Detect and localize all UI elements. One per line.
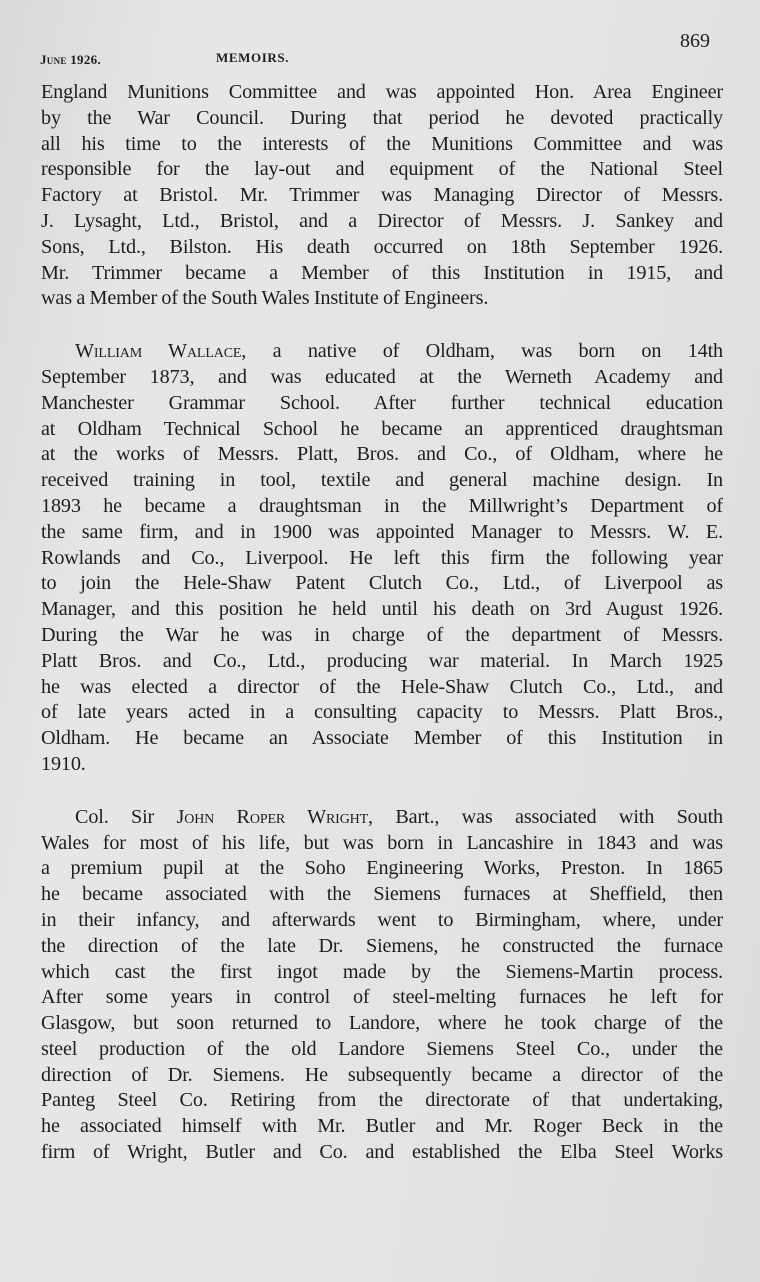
text-line: After some years in control of steel-melting furnaces he left for: [41, 986, 723, 1009]
text-line: Manchester Grammar School. After further technical education: [41, 391, 723, 414]
memoir-william-wallace: [41, 339, 723, 778]
text-line: September 1873, and was educated at the Werneth Academy and: [41, 365, 723, 388]
text-line: J. Lysaght, Ltd., Bristol, and a Director of Messrs. J. Sankey and: [41, 209, 723, 232]
text-line: Glasgow, but soon returned to Landore, where he took charge of the: [41, 1012, 723, 1035]
text-fragment: , Bart., was associated with South: [368, 805, 723, 828]
text-line: Panteg Steel Co. Retiring from the directorate of that undertaking,: [41, 1089, 723, 1112]
text-line: Wales for most of his life, but was born in Lancashire in 1843 and was: [41, 831, 723, 854]
text-line: During the War he was in charge of the department of Messrs.: [41, 623, 723, 646]
text-line: he became associated with the Siemens furnaces at Sheffield, then: [41, 883, 723, 906]
text-line: the same firm, and in 1900 was appointed Manager to Messrs. W. E.: [41, 520, 723, 543]
paragraph-gap: [41, 778, 723, 805]
text-line: [41, 805, 723, 831]
memoir-trimmer-continuation: [41, 80, 723, 312]
body-text: [41, 80, 723, 1166]
text-line: Sons, Ltd., Bilston. His death occurred on 18th September 1926.: [41, 235, 723, 258]
text-line: [41, 339, 723, 365]
text-line: to join the Hele-Shaw Patent Clutch Co., Ltd., of Liverpool as: [41, 572, 723, 595]
text-line: firm of Wright, Butler and Co. and established the Elba Steel Works: [41, 1141, 723, 1164]
text-line: the direction of the late Dr. Siemens, he constructed the furnace: [41, 934, 723, 957]
text-line: Platt Bros. and Co., Ltd., producing war material. In March 1925: [41, 649, 723, 672]
text-fragment: Col. Sir: [75, 805, 177, 828]
text-line: at the works of Messrs. Platt, Bros. and Co., of Oldham, where he: [41, 443, 723, 466]
memoir-name: William Wallace: [75, 340, 242, 363]
text-line: he was elected a director of the Hele-Shaw Clutch Co., Ltd., and: [41, 675, 723, 698]
text-line: received training in tool, textile and general machine design. In: [41, 469, 723, 492]
text-line: Oldham. He became an Associate Member of this Institution in: [41, 727, 723, 750]
page-number: 869: [680, 30, 710, 52]
header-title: MEMOIRS.: [216, 50, 290, 65]
memoir-name: John Roper Wright: [176, 805, 369, 828]
paragraph-gap: [41, 312, 723, 339]
text-fragment: , a native of Oldham, was born on 14th: [241, 340, 723, 363]
text-line: 1893 he became a draughtsman in the Millwright’s Department of: [41, 494, 723, 517]
text-line: Rowlands and Co., Liverpool. He left this firm the following year: [41, 546, 723, 569]
text-line: which cast the first ingot made by the Siemens-Martin process.: [41, 960, 723, 983]
text-line: a premium pupil at the Soho Engineering Works, Preston. In 1865: [41, 857, 723, 880]
header-date: June 1926.: [40, 52, 102, 67]
text-line: 1910.: [41, 752, 86, 775]
text-line: direction of Dr. Siemens. He subsequently became a director of the: [41, 1063, 723, 1086]
text-line: steel production of the old Landore Siemens Steel Co., under the: [41, 1037, 723, 1060]
text-line: at Oldham Technical School he became an apprenticed draughtsman: [41, 417, 723, 440]
text-line: in their infancy, and afterwards went to Birmingham, where, under: [41, 908, 723, 931]
text-line: England Munitions Committee and was appointed Hon. Area Engineer: [41, 81, 723, 103]
text-line: he associated himself with Mr. Butler and Mr. Roger Beck in the: [41, 1115, 723, 1138]
running-header: [40, 30, 720, 70]
text-line: Mr. Trimmer became a Member of this Institution in 1915, and: [41, 261, 723, 284]
text-line: Manager, and this position he held until his death on 3rd August 1926.: [41, 598, 723, 621]
text-line: was a Member of the South Wales Institute of Engineers.: [41, 287, 489, 310]
text-line: of late years acted in a consulting capacity to Messrs. Platt Bros.,: [41, 701, 723, 724]
text-line: Factory at Bristol. Mr. Trimmer was Managing Director of Messrs.: [41, 184, 723, 207]
text-line: all his time to the interests of the Munitions Committee and was: [41, 132, 723, 155]
text-line: responsible for the lay-out and equipment of the National Steel: [41, 158, 723, 181]
text-line: by the War Council. During that period he devoted practically: [41, 106, 723, 129]
memoir-john-roper-wright: [41, 805, 723, 1166]
